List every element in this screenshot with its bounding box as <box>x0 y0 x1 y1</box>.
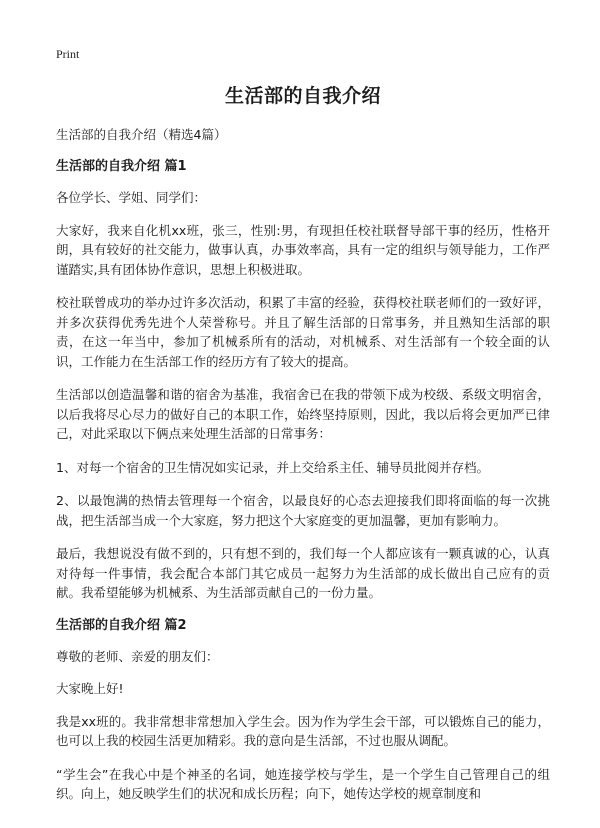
paragraph: 大家好，我来自化机xx班，张三，性别:男，有现担任校社联督导部干事的经历，性格开朗，具有较好的社交能力，做事认真，办事效率高，具有一定的组织与领导能力，工作严谨踏实,具有团体协作意识，思想上积极进取。 <box>56 222 550 277</box>
section-2 <box>56 617 550 804</box>
paragraph: 尊敬的老师、亲爱的朋友们： <box>56 648 219 664</box>
document-subtitle: 生活部的自我介绍（精选4篇） <box>56 127 227 142</box>
section-heading: 生活部的自我介绍 篇1 <box>56 159 187 174</box>
paragraph: 各位学长、学姐、同学们： <box>56 190 207 205</box>
paragraph: 我是xx班的。我非常想非常想加入学生会。因为作为学生会干部，可以锻炼自己的能力，也可以上我的校园生活更加精彩。我的意向是生活部，不过也服从调配。 <box>56 713 550 748</box>
paragraph: 1、对每一个宿舍的卫生情况如实记录，并上交给系主任、辅导员批阅并存档。 <box>56 459 489 475</box>
print-label: Print <box>56 47 80 61</box>
document-title: 生活部的自我介绍 <box>224 85 381 107</box>
paragraph: 2、以最饱满的热情去管理每一个宿舍，以最良好的心态去迎接我们即将面临的每一次挑战，把生活部当成一个大家庭，努力把这个大家庭变的更加温馨，更加有影响力。 <box>56 493 550 528</box>
paragraph: 大家晚上好! <box>56 681 124 696</box>
section-1 <box>56 158 550 603</box>
paragraph: 生活部以创造温馨和谐的宿舍为基准，我宿舍已在我的带领下成为校级、系级文明宿舍，以后我将尽心尽力的做好自己的本职工作，始终坚持原则，因此，我以后将会更加严已律己，对此采取以下俩点来处理生活部的日常事务： <box>56 387 550 441</box>
paragraph: 校社联曾成功的举办过许多次活动，积累了丰富的经验，获得校社联老师们的一致好评，并多次获得优秀先进个人荣誉称号。并且了解生活部的日常事务，并且熟知生活部的职责，在这一年当中，参加了机械系所有的活动，对机械系、对生活部有一个较全面的认识，工作能力在生活部工作的经历方有了较大的提高。 <box>56 295 550 369</box>
paragraph: 最后，我想说没有做不到的，只有想不到的，我们每一个人都应该有一颗真诚的心，认真对待每一件事情，我会配合本部门其它成员一起努力为生活部的成长做出自己应有的贡献。我希望能够为机械系、为生活部贡献自己的一份力量。 <box>56 546 550 600</box>
paragraph: “学生会”在我心中是个神圣的名词，她连接学校与学生，是一个学生自己管理自己的组织。向上，她反映学生们的状况和成长历程；向下，她传达学校的规章制度和 <box>56 766 550 801</box>
section-heading: 生活部的自我介绍 篇2 <box>56 617 187 633</box>
